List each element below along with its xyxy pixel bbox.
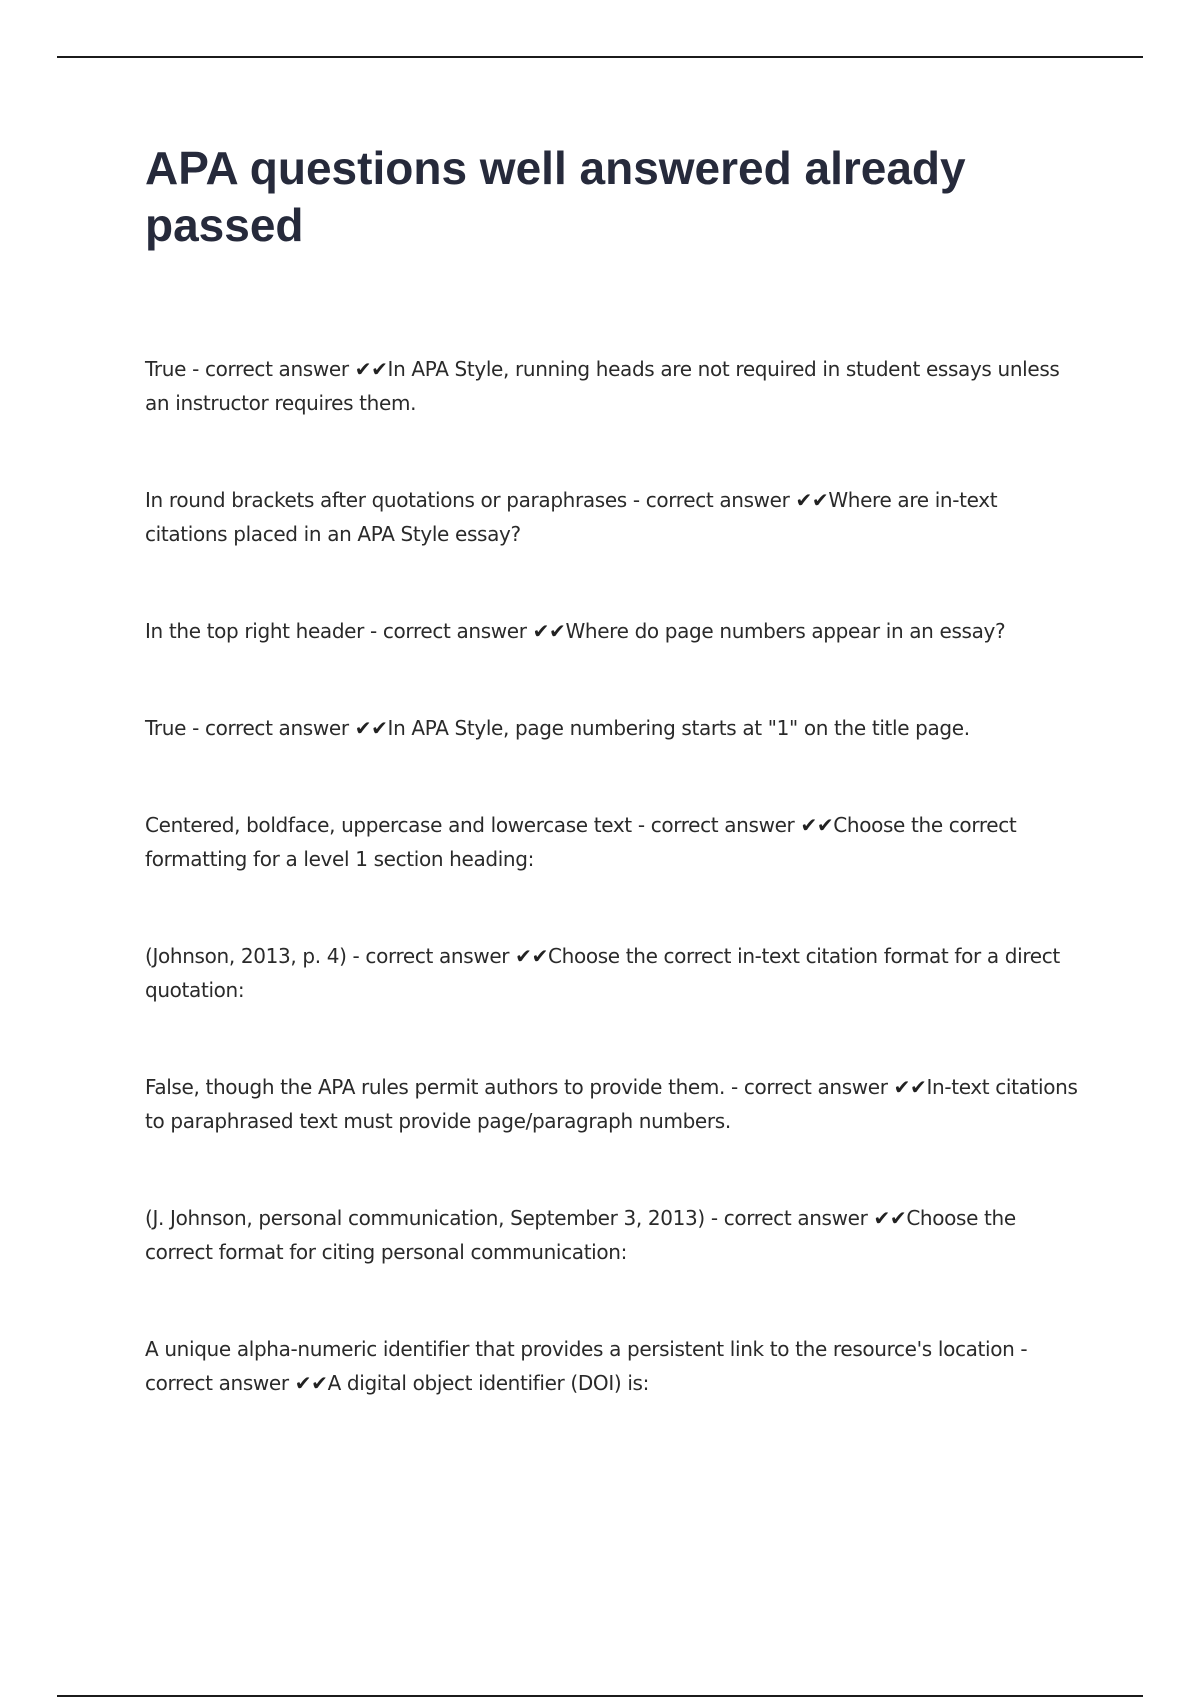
answer-separator: - correct answer <box>364 619 533 643</box>
question-text: A digital object identifier (DOI) is: <box>327 1371 649 1395</box>
question-text: Choose the correct in-text citation format for a direct quotation: <box>145 944 1060 1002</box>
qa-item <box>145 1201 1085 1269</box>
qa-list <box>145 352 1085 1400</box>
question-text: Where do page numbers appear in an essay? <box>565 619 1006 643</box>
check-marks-icon: ✔✔ <box>795 488 829 512</box>
question-text: In APA Style, running heads are not required in student essays unless an instructor requires them. <box>145 357 1060 415</box>
qa-item <box>145 939 1085 1007</box>
answer-text: (J. Johnson, personal communication, September 3, 2013) <box>145 1206 705 1230</box>
check-marks-icon: ✔✔ <box>515 944 548 968</box>
bottom-divider <box>57 1695 1143 1697</box>
check-marks-icon: ✔✔ <box>893 1075 927 1099</box>
check-marks-icon: ✔✔ <box>532 619 566 643</box>
answer-separator: - correct answer <box>346 944 516 968</box>
answer-text: A unique alpha-numeric identifier that provides a persistent link to the resource's location <box>145 1337 1015 1361</box>
check-marks-icon: ✔✔ <box>800 813 834 837</box>
question-text: In-text citations to paraphrased text must provide page/paragraph numbers. <box>145 1075 1078 1133</box>
answer-separator: - correct answer <box>145 1337 1028 1395</box>
answer-text: In the top right header <box>145 619 365 643</box>
check-marks-icon: ✔✔ <box>294 1371 328 1395</box>
answer-text: False, though the APA rules permit authors to provide them. <box>145 1075 726 1099</box>
qa-item <box>145 711 1085 745</box>
answer-separator: - correct answer <box>631 813 801 837</box>
answer-separator: - correct answer <box>186 716 355 740</box>
answer-text: Centered, boldface, uppercase and lowercase text <box>145 813 632 837</box>
answer-text: True <box>145 357 187 381</box>
question-text: Choose the correct format for citing personal communication: <box>145 1206 1016 1264</box>
check-marks-icon: ✔✔ <box>354 357 388 381</box>
document-body <box>145 140 1085 1463</box>
qa-item <box>145 1070 1085 1138</box>
question-text: In APA Style, page numbering starts at "1" on the title page. <box>387 716 970 740</box>
answer-text: In round brackets after quotations or paraphrases <box>145 488 627 512</box>
answer-separator: - correct answer <box>704 1206 874 1230</box>
check-marks-icon: ✔✔ <box>873 1206 907 1230</box>
answer-text: True <box>145 716 187 740</box>
top-divider <box>57 56 1143 58</box>
document-title: APA questions well answered already passed <box>145 142 966 251</box>
question-text: Choose the correct formatting for a level 1 section heading: <box>145 813 1017 871</box>
qa-item <box>145 352 1085 420</box>
qa-item <box>145 808 1085 876</box>
check-marks-icon: ✔✔ <box>354 716 388 740</box>
question-text: Where are in-text citations placed in an APA Style essay? <box>145 488 998 546</box>
qa-item <box>145 614 1085 648</box>
answer-separator: - correct answer <box>626 488 796 512</box>
answer-separator: - correct answer <box>725 1075 894 1099</box>
answer-text: (Johnson, 2013, p. 4) <box>145 944 347 968</box>
answer-separator: - correct answer <box>186 357 355 381</box>
qa-item <box>145 483 1085 551</box>
qa-item <box>145 1332 1085 1400</box>
